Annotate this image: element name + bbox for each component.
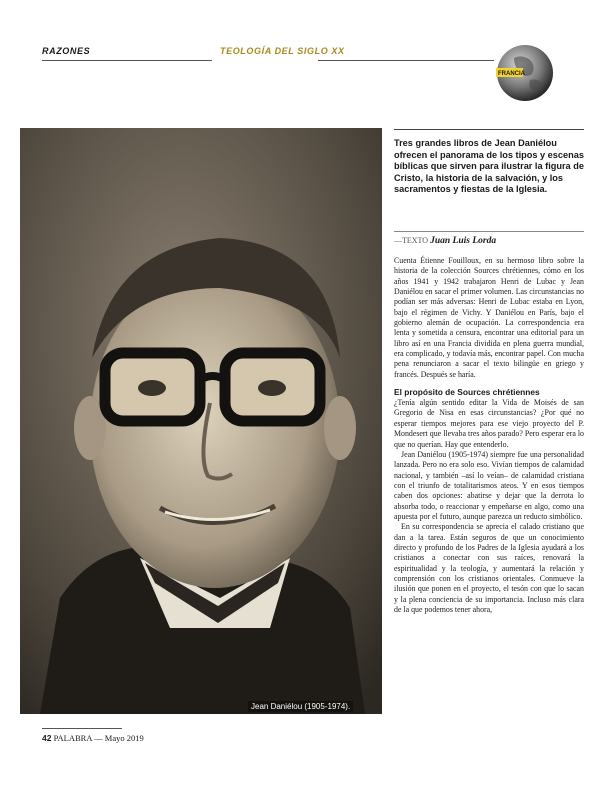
byline-rule [394, 231, 584, 232]
section-label: RAZONES [42, 46, 91, 56]
header-rule-right [318, 60, 494, 61]
paragraph-4: En su correspondencia se aprecia el calado cristiano que dan a la tarea. Están seguros de que un conocimiento directo y profundo de los Padres de la Iglesia ayudará a los cristianos a conectar con sus raíces, renovará la espiritualidad y la teología, y aumentará la relación y comprensión con los cristianos orientales. Conmueve la ilusión que ponen en el proyecto, el tesón con que lo sacan y la plena conciencia de su importancia. Incluso más clara de la que podemos tener ahora, [394, 522, 584, 614]
photo-caption: Jean Daniélou (1905-1974). [248, 701, 353, 712]
country-badge: FRANCIA [498, 71, 525, 77]
page-number: 42 [42, 733, 52, 743]
article-body [394, 256, 584, 615]
author-name: Juan Luis Lorda [430, 236, 497, 246]
globe-icon [496, 44, 554, 102]
portrait-photo [20, 128, 382, 714]
paragraph-3: Jean Daniélou (1905-1974) siempre fue una personalidad lanzada. Pero no era solo eso. Vivían tiempos de calamidad nacional, y también –así lo veían– de calamidad cristiana con el triunfo de totalitarismos ateos. Y en esos tiempos caben dos opciones: abatirse y dejar que la derrota lo absorba todo, o reaccionar y empeñarse en algo, como una apuesta por el futuro, aunque parezca un reducto simbólico. [394, 449, 584, 521]
page-footer [42, 733, 144, 743]
article-lead: Tres grandes libros de Jean Daniélou ofrecen el panorama de los tipos y escenas bíblicas que sirven para ilustrar la figura de Cristo, la historia de la salvación, y los sacramentos y fiestas de la Iglesia. [394, 138, 584, 195]
paragraph-2: ¿Tenía algún sentido editar la Vida de Moisés de san Gregorio de Nisa en esas circunstancias? ¿Por qué no esperar tiempos mejores para ese viejo proyecto del P. Mondesert que llevaba tres años parado? Pero esperar era lo que no querían. Hay que entenderlo. [394, 398, 584, 449]
lead-rule [394, 129, 584, 130]
header-rule-left [42, 60, 212, 61]
paragraph-1: Cuenta Étienne Fouilloux, en su hermoso libro sobre la historia de la colección Sources chrétiennes, cómo en los años 1941 y 1942 trabajaron Henri de Lubac y Jean Daniélou en sacar el primer volumen. Las circunstancias no podían ser más adversas: Henri de Lubac estaba en Lyon, bajo el régimen de Vichy. Y Daniélou en París, bajo el gobierno alemán de ocupación. La correspondencia era lenta y sometida a censura, encontrar una editorial para un libro así en una Francia dividida en plena guerra mundial, era complicado, y todavía más, encontrar papel. Con mucha pena renunciaron a sacar el texto bilingüe en griego y francés. Después se haría. [394, 256, 584, 379]
byline-label: —TEXTO [394, 236, 429, 245]
section-heading: El propósito de Sources chrétiennes [394, 387, 540, 398]
footer-rule [42, 728, 122, 729]
publication-label: PALABRA — Mayo 2019 [53, 733, 144, 743]
byline [394, 236, 496, 246]
topic-label: TEOLOGÍA DEL SIGLO XX [220, 46, 345, 56]
